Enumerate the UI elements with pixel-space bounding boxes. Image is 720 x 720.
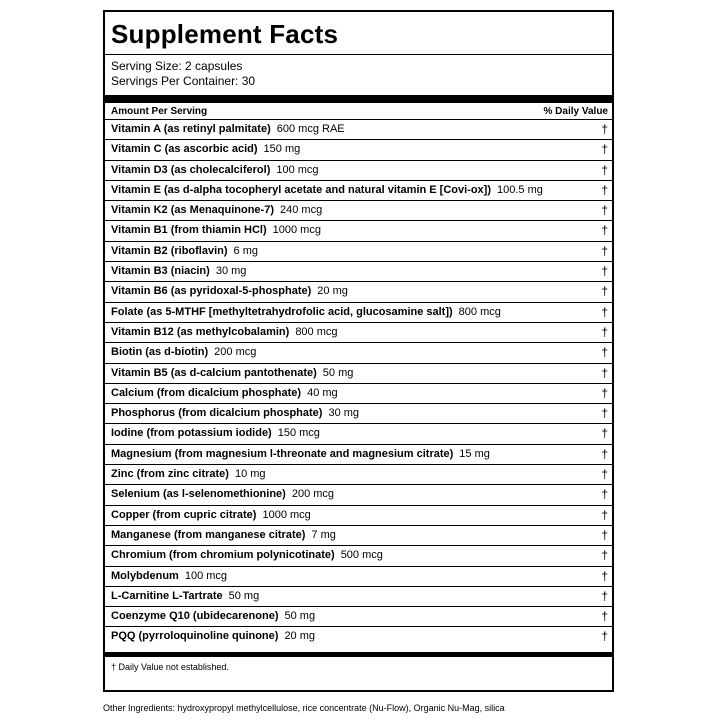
nutrient-amount: 800 mcg: [458, 305, 501, 318]
nutrient-row: [105, 322, 612, 342]
nutrient-row: [105, 545, 612, 565]
nutrient-name: [111, 384, 338, 403]
daily-value-dagger: †: [601, 162, 608, 177]
daily-value-dagger: †: [601, 609, 608, 624]
nutrient-label: Vitamin B5 (as d-calcium pantothenate): [111, 366, 317, 379]
nutrient-amount: 600 mcg RAE: [276, 123, 345, 135]
supplement-facts-panel: [103, 10, 614, 692]
nutrient-row: [105, 464, 612, 484]
nutrient-amount: 100 mcg: [184, 569, 228, 582]
nutrient-row: [105, 261, 612, 281]
thick-divider: [105, 95, 612, 103]
nutrient-label: Chromium (from chromium polynicotinate): [111, 549, 335, 562]
panel-title: Supplement Facts: [111, 19, 339, 49]
nutrient-amount: 100 mcg: [276, 163, 319, 176]
daily-value-dagger: †: [601, 487, 608, 502]
bottom-thick-divider: [105, 652, 612, 657]
daily-value-dagger: †: [601, 223, 608, 238]
nutrient-label: Iodine (from potassium iodide): [111, 427, 272, 440]
daily-value-dagger: †: [601, 182, 608, 197]
nutrient-label: Vitamin B6 (as pyridoxal-5-phosphate): [111, 285, 312, 298]
nutrient-amount: 1000 mcg: [272, 224, 321, 237]
nutrient-name: [111, 627, 315, 646]
nutrient-row: [105, 444, 612, 464]
nutrient-name: [111, 485, 334, 504]
nutrient-amount: 20 mg: [284, 630, 316, 643]
daily-value-dagger: †: [601, 203, 608, 218]
nutrient-row: [105, 403, 612, 423]
nutrient-name: [111, 567, 227, 586]
nutrient-label: Vitamin D3 (as cholecalciferol): [111, 163, 271, 176]
nutrient-label: Coenzyme Q10 (ubidecarenone): [111, 610, 279, 623]
nutrient-row: [105, 383, 612, 403]
daily-value-dagger: †: [601, 324, 608, 339]
nutrient-label: Vitamin E (as d-alpha tocopheryl acetate and natural vitamin E [Covi-ox]): [111, 183, 491, 196]
nutrient-label: L-Carnitine L-Tartrate: [111, 589, 223, 602]
other-ingredients: Other Ingredients: hydroxypropyl methylcellulose, rice concentrate (Nu-Flow), Organic Nu-Mag, silica: [103, 703, 505, 713]
nutrient-name: [111, 465, 266, 484]
nutrient-label: Manganese (from manganese citrate): [111, 528, 306, 541]
nutrient-row: [105, 484, 612, 504]
nutrient-amount: 7 mg: [311, 528, 336, 541]
nutrient-row: [105, 505, 612, 525]
nutrient-label: Zinc (from zinc citrate): [111, 468, 229, 481]
nutrient-name: [111, 161, 319, 180]
nutrient-amount: 6 mg: [233, 244, 259, 257]
nutrient-label: Vitamin A (as retinyl palmitate): [111, 123, 271, 135]
nutrient-row: [105, 423, 612, 443]
nutrient-rows: [105, 119, 612, 647]
nutrient-amount: 800 mcg: [295, 325, 338, 338]
daily-value-dagger: †: [601, 527, 608, 542]
daily-value-dagger: †: [601, 142, 608, 157]
daily-value-dagger: †: [601, 568, 608, 583]
nutrient-name: [111, 262, 246, 281]
nutrient-name: [111, 242, 258, 261]
daily-value-dagger: †: [601, 548, 608, 563]
nutrient-amount: 20 mg: [317, 285, 348, 298]
daily-value-dagger: †: [601, 345, 608, 360]
nutrient-amount: 1000 mcg: [262, 508, 311, 521]
nutrient-amount: 200 mcg: [291, 488, 335, 501]
nutrient-row: [105, 525, 612, 545]
daily-value-dagger: †: [601, 365, 608, 380]
nutrient-label: Selenium (as l-selenomethionine): [111, 488, 286, 501]
nutrient-row: [105, 160, 612, 180]
amount-per-serving-header: Amount Per Serving: [111, 106, 208, 117]
nutrient-row: [105, 180, 612, 200]
daily-value-dagger: †: [601, 588, 608, 603]
nutrient-name: [111, 364, 353, 383]
nutrient-name: [111, 587, 259, 606]
nutrient-row: [105, 241, 612, 261]
nutrient-row: [105, 119, 612, 139]
nutrient-name: [111, 526, 336, 545]
column-header: [111, 105, 608, 119]
nutrient-name: [111, 424, 320, 443]
nutrient-amount: 30 mg: [328, 407, 360, 420]
nutrient-label: Folate (as 5-MTHF [methyltetrahydrofolic acid, glucosamine salt]): [111, 305, 453, 318]
nutrient-label: Copper (from cupric citrate): [111, 508, 257, 521]
nutrient-row: [105, 586, 612, 606]
nutrient-row: [105, 363, 612, 383]
nutrient-amount: 240 mcg: [280, 204, 323, 217]
nutrient-amount: 50 mg: [284, 610, 316, 623]
nutrient-amount: 100.5 mg: [497, 183, 543, 196]
servings-per-container: Servings Per Container: 30: [111, 74, 256, 88]
nutrient-label: Vitamin C (as ascorbic acid): [111, 143, 258, 156]
nutrient-name: [111, 282, 348, 301]
nutrient-amount: 150 mg: [263, 143, 301, 156]
daily-value-dagger: †: [601, 385, 608, 400]
daily-value-dagger: †: [601, 446, 608, 461]
daily-value-dagger: †: [601, 284, 608, 299]
nutrient-amount: 40 mg: [307, 386, 338, 399]
serving-size: Serving Size: 2 capsules: [111, 59, 243, 73]
nutrient-label: Phosphorus (from dicalcium phosphate): [111, 407, 323, 420]
divider: [105, 54, 612, 55]
nutrient-row: [105, 281, 612, 301]
nutrient-amount: 10 mg: [234, 468, 266, 481]
nutrient-name: [111, 120, 345, 139]
nutrient-amount: 50 mg: [322, 366, 354, 379]
nutrient-label: Vitamin B2 (riboflavin): [111, 244, 228, 257]
nutrient-name: [111, 445, 490, 464]
nutrient-row: [105, 220, 612, 240]
nutrient-row: [105, 200, 612, 220]
daily-value-dagger: †: [601, 304, 608, 319]
daily-value-dagger: †: [601, 467, 608, 482]
nutrient-name: [111, 404, 359, 423]
nutrient-row: [105, 139, 612, 159]
nutrient-label: Vitamin B1 (from thiamin HCl): [111, 224, 267, 237]
nutrient-label: Vitamin B12 (as methylcobalamin): [111, 325, 290, 338]
nutrient-amount: 30 mg: [215, 265, 247, 278]
nutrient-label: Magnesium (from magnesium l-threonate and magnesium citrate): [111, 447, 454, 460]
nutrient-label: Vitamin K2 (as Menaquinone-7): [111, 204, 274, 217]
nutrient-label: PQQ (pyrroloquinoline quinone): [111, 630, 279, 643]
nutrient-label: Vitamin B3 (niacin): [111, 265, 210, 278]
nutrient-name: [111, 181, 543, 200]
nutrient-name: [111, 303, 501, 322]
nutrient-row: [105, 302, 612, 322]
footnote: † Daily Value not established.: [111, 662, 229, 672]
nutrient-amount: 50 mg: [228, 589, 260, 602]
nutrient-row: [105, 606, 612, 626]
daily-value-header: % Daily Value: [543, 106, 608, 117]
nutrient-name: [111, 201, 322, 220]
nutrient-label: Calcium (from dicalcium phosphate): [111, 386, 302, 399]
daily-value-dagger: †: [601, 122, 608, 136]
daily-value-dagger: †: [601, 507, 608, 522]
daily-value-dagger: †: [601, 406, 608, 421]
nutrient-name: [111, 546, 383, 565]
daily-value-dagger: †: [601, 243, 608, 258]
daily-value-dagger: †: [601, 264, 608, 279]
serving-info: [111, 59, 255, 89]
nutrient-name: [111, 607, 315, 626]
nutrient-name: [111, 140, 300, 159]
daily-value-dagger: †: [601, 629, 608, 644]
nutrient-amount: 200 mcg: [214, 346, 257, 359]
nutrient-amount: 150 mcg: [277, 427, 320, 440]
nutrient-label: Biotin (as d-biotin): [111, 346, 209, 359]
nutrient-name: [111, 323, 338, 342]
nutrient-label: Molybdenum: [111, 569, 179, 582]
nutrient-row: [105, 626, 612, 646]
nutrient-name: [111, 506, 311, 525]
daily-value-dagger: †: [601, 426, 608, 441]
nutrient-row: [105, 342, 612, 362]
nutrient-amount: 15 mg: [459, 447, 490, 460]
nutrient-name: [111, 221, 321, 240]
nutrient-amount: 500 mcg: [340, 549, 383, 562]
nutrient-name: [111, 343, 256, 362]
nutrient-row: [105, 566, 612, 586]
